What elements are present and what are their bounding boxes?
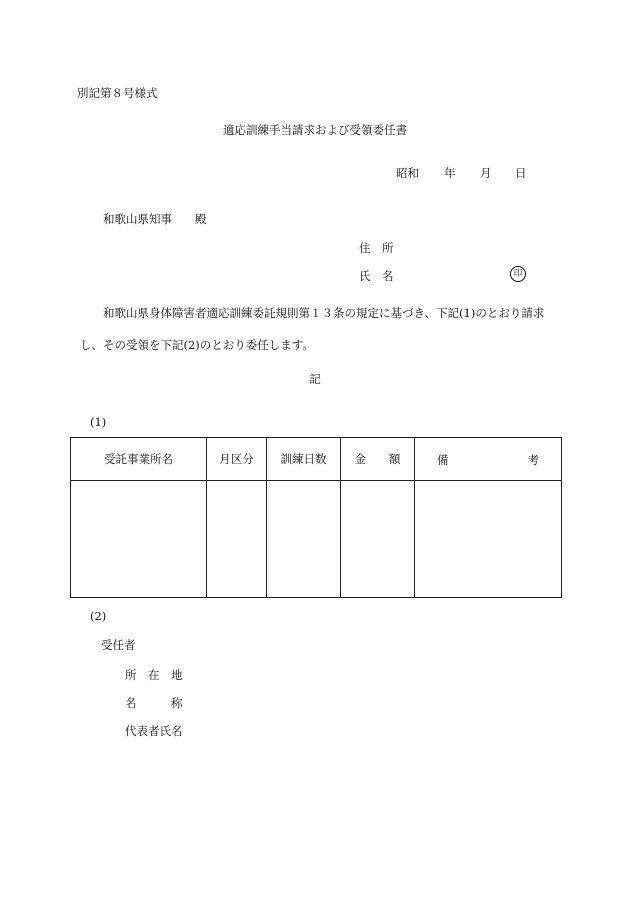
- address-label: 住 所: [359, 241, 394, 255]
- date-era: 昭和: [396, 166, 419, 180]
- document-title: 適応訓練手当請求および受領委任書: [223, 123, 407, 137]
- col-month: 月区分: [207, 438, 267, 481]
- table-header-row: [71, 438, 562, 481]
- claims-table: [70, 437, 562, 598]
- col-remarks: [415, 438, 562, 481]
- date-line: [0, 166, 630, 180]
- col-contractor-name: 受託事業所名: [71, 438, 207, 481]
- agent-label: 受任者: [101, 638, 136, 652]
- seal-mark: 印: [510, 266, 526, 282]
- cell-training-days[interactable]: [267, 481, 341, 598]
- section-1-label: (1): [90, 415, 107, 429]
- ki-heading: 記: [309, 372, 321, 386]
- name-label: 氏 名: [359, 269, 394, 283]
- section-2-label: (2): [90, 609, 107, 623]
- agent-location-label: 所 在 地: [125, 668, 183, 682]
- date-year-unit: 年: [444, 166, 456, 180]
- remarks-char-1: 備: [437, 453, 449, 467]
- remarks-char-2: 考: [527, 453, 539, 467]
- cell-month[interactable]: [207, 481, 267, 598]
- cell-amount[interactable]: [341, 481, 415, 598]
- date-day-unit: 日: [515, 166, 527, 180]
- cell-remarks[interactable]: [415, 481, 562, 598]
- cell-contractor-name[interactable]: [71, 481, 207, 598]
- col-training-days: 訓練日数: [267, 438, 341, 481]
- col-amount: 金 額: [341, 438, 415, 481]
- form-number: 別記第８号様式: [77, 86, 158, 100]
- table-row: [71, 481, 562, 598]
- agent-company-name-label: 名 称: [125, 696, 183, 710]
- agent-representative-label: 代表者氏名: [125, 724, 183, 738]
- addressee: 和歌山県知事 殿: [103, 212, 207, 226]
- date-month-unit: 月: [480, 166, 492, 180]
- request-statement: 和歌山県身体障害者適応訓練委託規則第１３条の規定に基づき、下記(1)のとおり請求し、その受領を下記(2)のとおり委任します。: [80, 306, 545, 352]
